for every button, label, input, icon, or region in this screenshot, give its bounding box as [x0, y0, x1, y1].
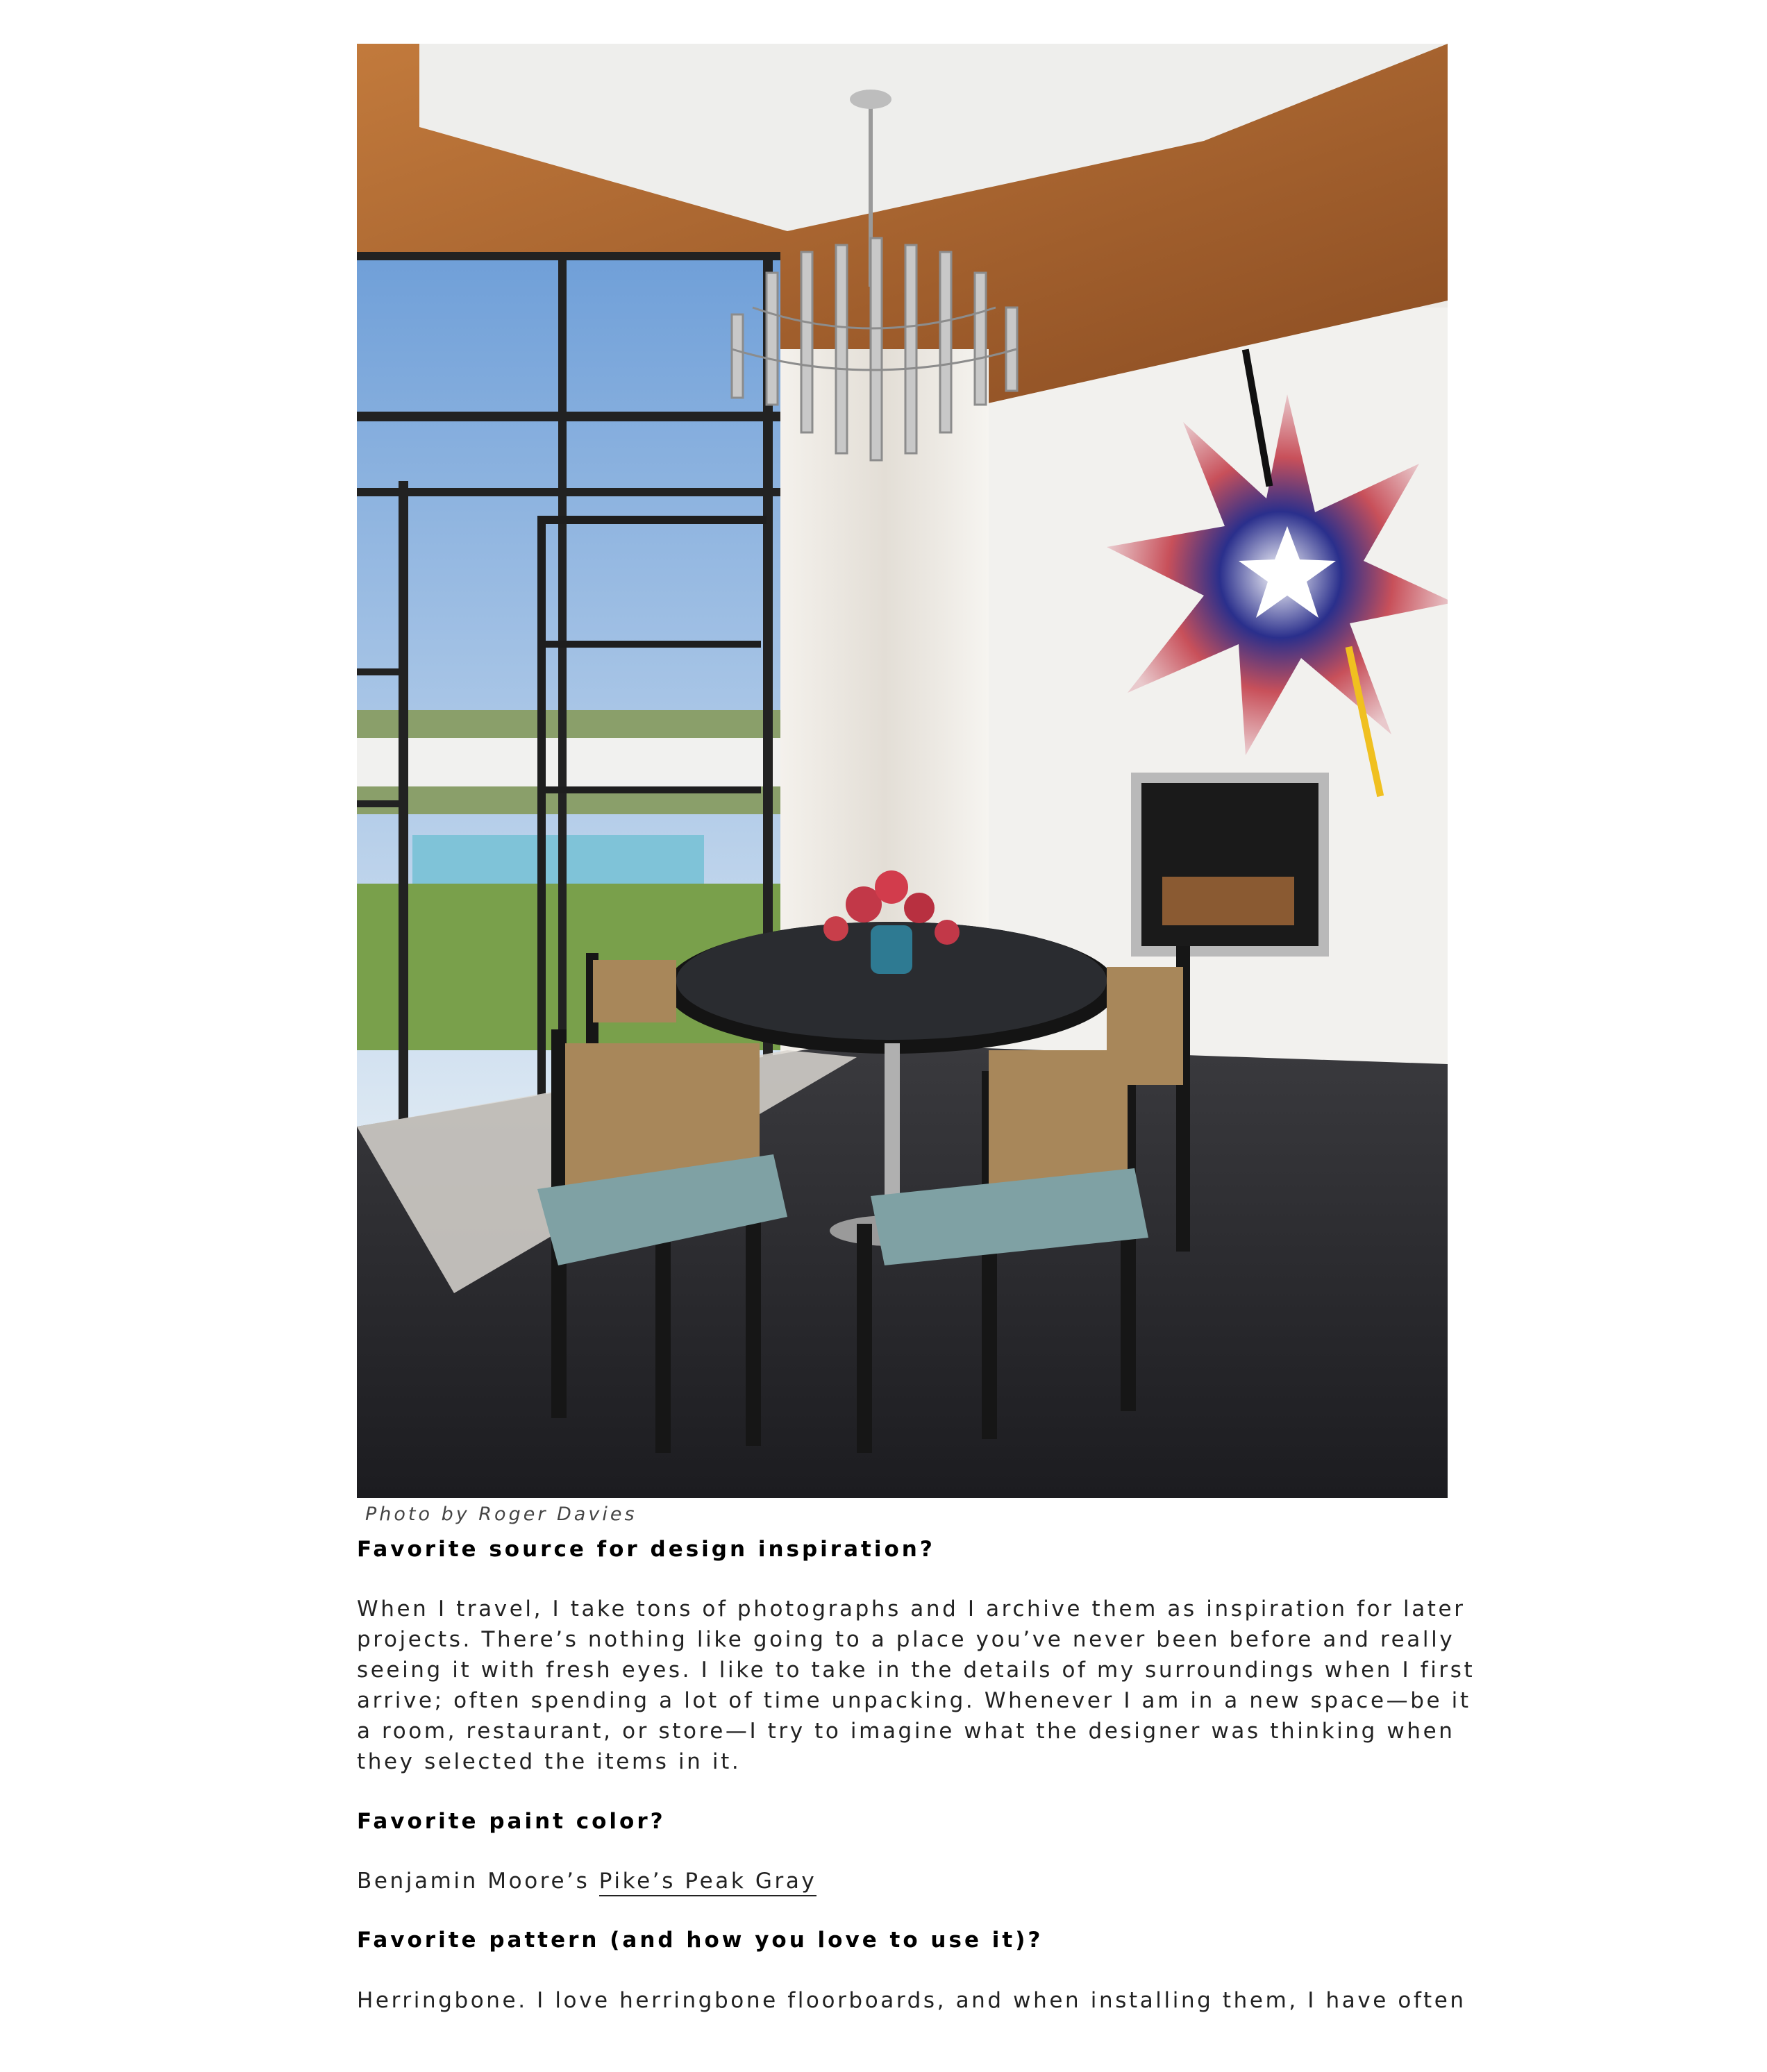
answer-line: arrive; often spending a lot of time unpacking. Whenever I am in a new space—be it — [357, 1688, 1471, 1713]
answer-line: When I travel, I take tons of photographs and I archive them as inspiration for later — [357, 1597, 1466, 1622]
question-paint-color: Favorite paint color? — [357, 1809, 666, 1834]
answer-prefix: Benjamin Moore’s — [357, 1869, 599, 1894]
answer-favorite-pattern — [357, 1985, 1466, 2016]
answer-line — [357, 1866, 1448, 1896]
answer-line: a room, restaurant, or store—I try to imagine what the designer was thinking when — [357, 1719, 1455, 1744]
pikes-peak-gray-link[interactable]: Pike’s Peak Gray — [599, 1869, 817, 1896]
answer-paint-color — [357, 1866, 1448, 1896]
question-favorite-pattern: Favorite pattern (and how you love to use it)? — [357, 1928, 1044, 1953]
dining-room-photo — [357, 44, 1448, 1498]
answer-design-inspiration — [357, 1594, 1475, 1777]
photo-caption: Photo by Roger Davies — [365, 1504, 637, 1525]
question-design-inspiration: Favorite source for design inspiration? — [357, 1537, 935, 1562]
answer-line: Herringbone. I love herringbone floorboards, and when installing them, I have often — [357, 1988, 1466, 2013]
answer-line: they selected the items in it. — [357, 1749, 742, 1774]
answer-line: seeing it with fresh eyes. I like to take in the details of my surroundings when I first — [357, 1658, 1475, 1683]
answer-line: projects. There’s nothing like going to a place you’ve never been before and really — [357, 1627, 1455, 1652]
